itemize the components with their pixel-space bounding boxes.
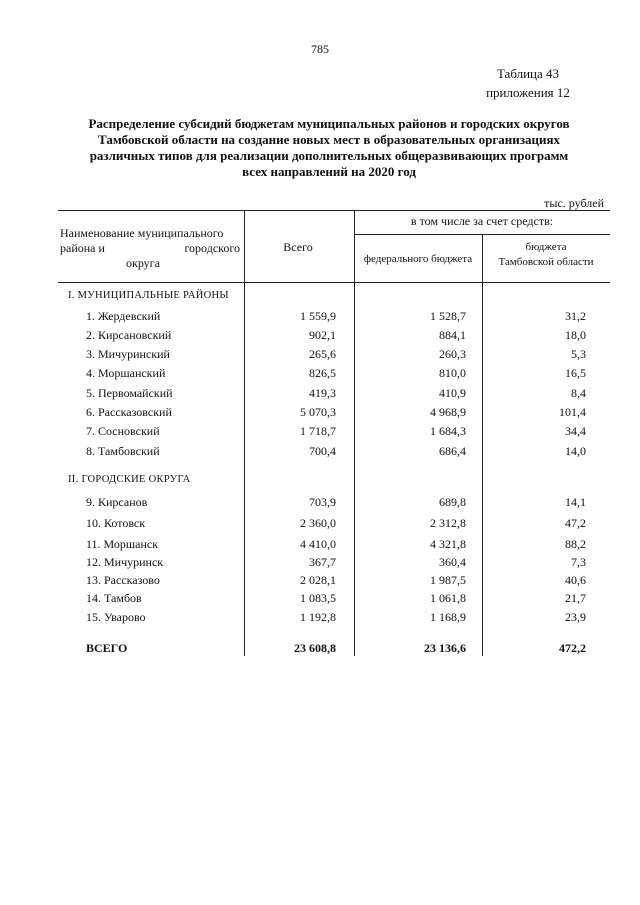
row-name: 12. Мичуринск: [86, 555, 164, 569]
row-total: 419,3: [309, 386, 336, 400]
row-federal: 1 528,7: [430, 309, 466, 323]
header-regional-column: [482, 240, 610, 270]
table-row: [0, 328, 640, 346]
row-total: 4 410,0: [300, 537, 336, 551]
table-row: [0, 347, 640, 365]
row-regional: 5,3: [571, 347, 586, 361]
row-federal: 2 312,8: [430, 516, 466, 530]
row-total: 1 083,5: [300, 591, 336, 605]
header-name-line2a: района и: [60, 241, 105, 255]
row-name: 5. Первомайский: [86, 386, 173, 400]
units-label: тыс. рублей: [544, 196, 604, 210]
grand-total-regional: 472,2: [559, 641, 586, 655]
row-total: 700,4: [309, 444, 336, 458]
table-row: [0, 516, 640, 534]
row-federal: 410,9: [439, 386, 466, 400]
title-line: различных типов для реализации дополнительных общеразвивающих программ: [89, 148, 569, 163]
table-row: [0, 537, 640, 555]
row-total: 265,6: [309, 347, 336, 361]
row-federal: 4 321,8: [430, 537, 466, 551]
row-regional: 40,6: [565, 573, 586, 587]
row-total: 1 718,7: [300, 424, 336, 438]
row-total: 703,9: [309, 495, 336, 509]
row-total: 5 070,3: [300, 405, 336, 419]
table-row: [0, 610, 640, 628]
row-regional: 47,2: [565, 516, 586, 530]
row-name: 10. Котовск: [86, 516, 146, 530]
row-federal: 884,1: [439, 328, 466, 342]
row-name: 3. Мичуринский: [86, 347, 170, 361]
row-total: 902,1: [309, 328, 336, 342]
row-federal: 810,0: [439, 366, 466, 380]
grand-total-federal: 23 136,6: [424, 641, 466, 655]
row-federal: 686,4: [439, 444, 466, 458]
row-federal: 1 684,3: [430, 424, 466, 438]
row-total: 2 360,0: [300, 516, 336, 530]
row-regional: 14,0: [565, 444, 586, 458]
header-regional-line2: Тамбовской области: [498, 256, 594, 268]
row-regional: 8,4: [571, 386, 586, 400]
row-federal: 1 061,8: [430, 591, 466, 605]
table-row: [0, 386, 640, 404]
header-funding-group: в том числе за счет средств:: [410, 214, 554, 228]
row-total: 1 192,8: [300, 610, 336, 624]
header-federal-column: федерального бюджета: [363, 253, 473, 265]
table-row: [0, 444, 640, 462]
header-name-line1: Наименование муниципального: [60, 226, 224, 240]
row-regional: 34,4: [565, 424, 586, 438]
table-row: [0, 573, 640, 591]
row-total: 1 559,9: [300, 309, 336, 323]
row-federal: 4 968,9: [430, 405, 466, 419]
row-total: 367,7: [309, 555, 336, 569]
row-regional: 21,7: [565, 591, 586, 605]
row-regional: 31,2: [565, 309, 586, 323]
row-regional: 7,3: [571, 555, 586, 569]
row-name: 13. Рассказово: [86, 573, 160, 587]
row-name: 6. Рассказовский: [86, 405, 172, 419]
row-name: 9. Кирсанов: [86, 495, 148, 509]
row-regional: 14,1: [565, 495, 586, 509]
row-name: 7. Сосновский: [86, 424, 160, 438]
row-name: 4. Моршанский: [86, 366, 166, 380]
table-row: [0, 309, 640, 327]
header-name-line3: округа: [126, 256, 160, 270]
section-heading-cities: II. ГОРОДСКИЕ ОКРУГА: [68, 474, 191, 485]
row-name: 14. Тамбов: [86, 591, 142, 605]
section-heading-districts: I. МУНИЦИПАЛЬНЫЕ РАЙОНЫ: [68, 290, 229, 301]
row-name: 2. Кирсановский: [86, 328, 172, 342]
appendix-number: приложения 12: [486, 85, 570, 100]
grand-total-label: ВСЕГО: [86, 641, 128, 655]
table-row: [0, 366, 640, 384]
table-row: [0, 591, 640, 609]
row-regional: 16,5: [565, 366, 586, 380]
row-federal: 689,8: [439, 495, 466, 509]
header-name-line2b: городского: [184, 241, 240, 255]
header-bottom-border: [58, 282, 610, 283]
header-name-line2: [60, 241, 240, 256]
row-federal: 1 987,5: [430, 573, 466, 587]
title-line: всех направлений на 2020 год: [242, 164, 416, 179]
table-row: [0, 555, 640, 573]
document-title: [56, 116, 602, 180]
row-regional: 101,4: [559, 405, 586, 419]
header-total-column: Всего: [283, 240, 313, 254]
table-row: [0, 424, 640, 442]
header-regional-line1: бюджета: [525, 241, 567, 253]
appendix-reference: [478, 64, 578, 102]
row-federal: 360,4: [439, 555, 466, 569]
table-row: [0, 405, 640, 423]
row-total: 826,5: [309, 366, 336, 380]
row-regional: 23,9: [565, 610, 586, 624]
page-number: 785: [311, 42, 329, 56]
row-regional: 88,2: [565, 537, 586, 551]
grand-total-value: 23 608,8: [294, 641, 336, 655]
row-federal: 260,3: [439, 347, 466, 361]
row-name: 1. Жердевский: [86, 309, 161, 323]
title-line: Тамбовской области на создание новых мест в образовательных организациях: [97, 132, 560, 147]
table-number: Таблица 43: [496, 66, 560, 81]
header-name-column: [60, 226, 240, 271]
table-top-border: [58, 210, 610, 211]
row-regional: 18,0: [565, 328, 586, 342]
row-name: 8. Тамбовский: [86, 444, 160, 458]
grand-total-row: [0, 641, 640, 659]
title-line: Распределение субсидий бюджетам муниципальных районов и городских округов: [88, 116, 570, 131]
row-total: 2 028,1: [300, 573, 336, 587]
row-name: 15. Уварово: [86, 610, 146, 624]
row-federal: 1 168,9: [430, 610, 466, 624]
row-name: 11. Моршанск: [86, 537, 159, 551]
table-row: [0, 495, 640, 513]
